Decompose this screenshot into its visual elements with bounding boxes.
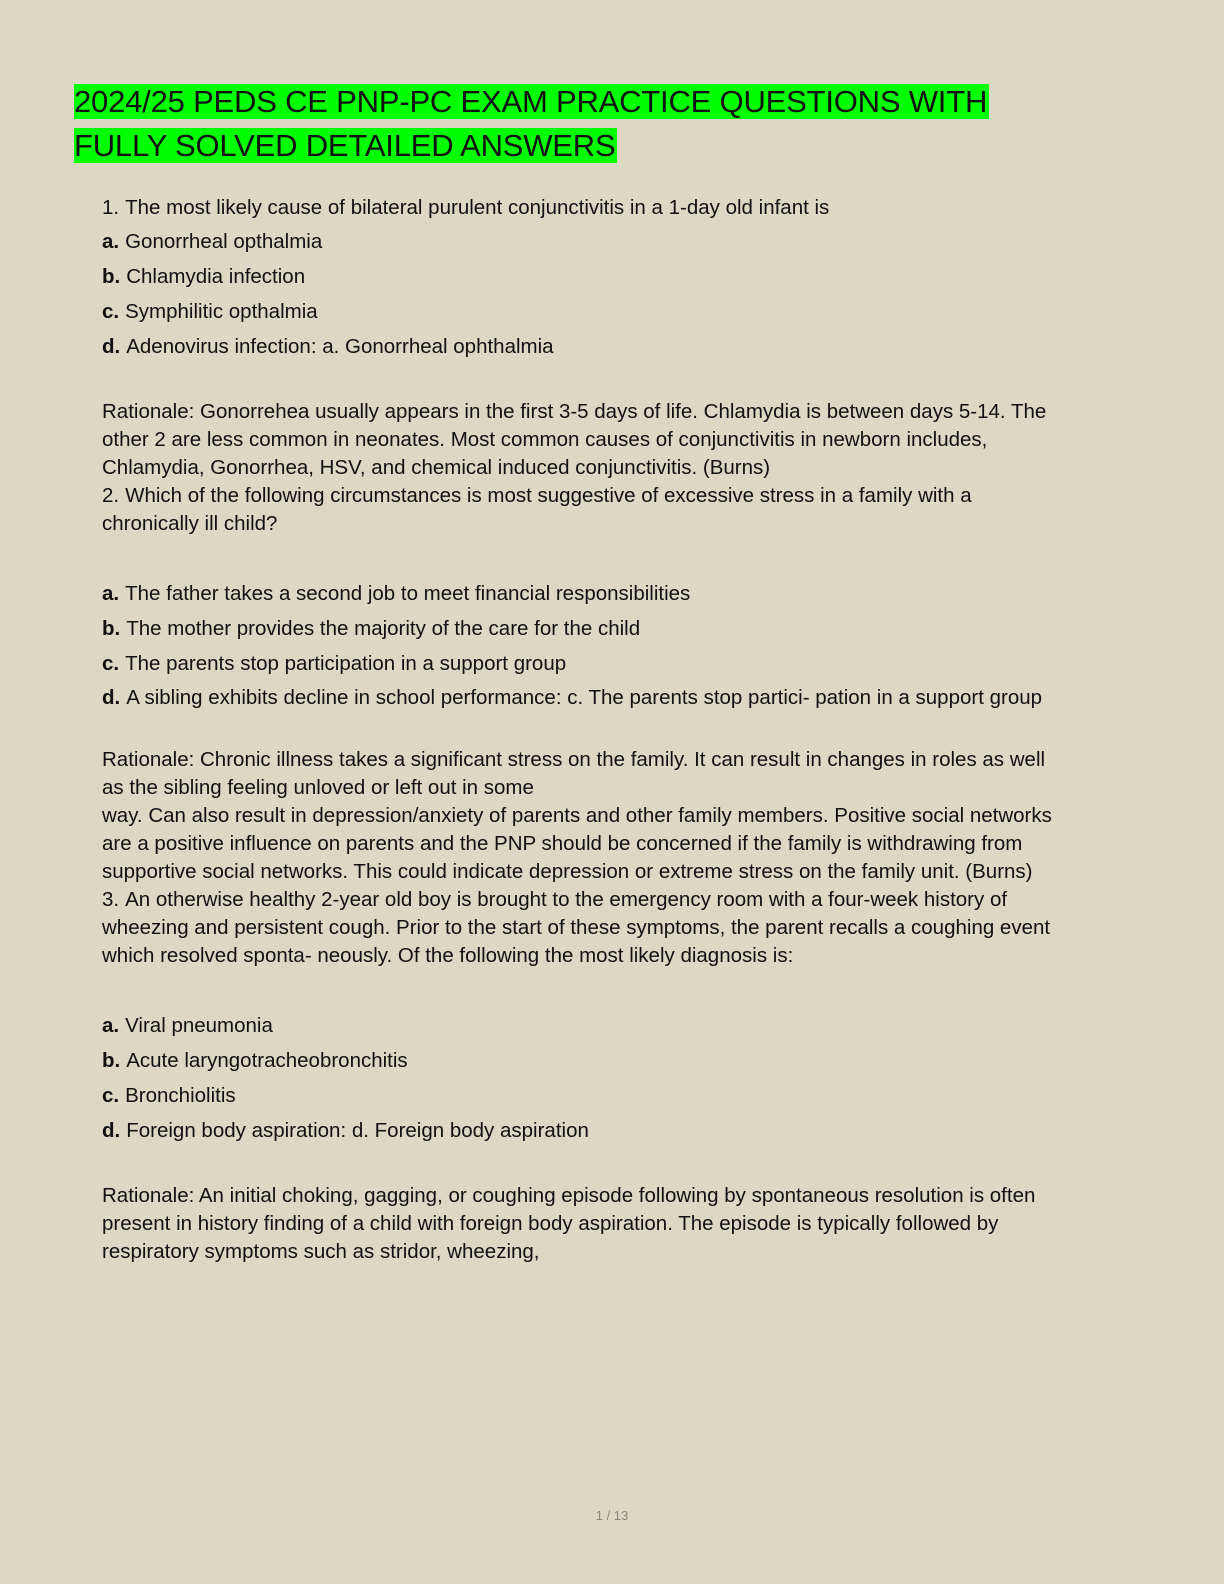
rationale-3: Rationale: An initial choking, gagging, or coughing episode following by spontaneous resolution is often present in history finding of a child with foreign body aspiration. The episode is typically followed by respiratory symptoms such as stridor, wheezing, [102, 1184, 1036, 1263]
question-number: 1. [102, 196, 120, 219]
option-a [102, 576, 1062, 611]
option-b [102, 259, 1062, 294]
option-letter: a. [102, 582, 120, 605]
option-text: The parents stop participation in a support group [125, 652, 567, 675]
question-number: 2. [102, 484, 120, 507]
option-text: Symphilitic opthalmia [125, 300, 318, 323]
option-text: Acute laryngotracheobronchitis [126, 1049, 408, 1072]
rationale-2-line-1: Rationale: Chronic illness takes a significant stress on the family. It can result in changes in roles as well as the sibling feeling unloved or left out in some [102, 748, 1046, 799]
question-text: Which of the following circumstances is most suggestive of excessive stress in a family with a chronically ill child? [102, 484, 972, 535]
option-letter: d. [102, 686, 121, 709]
option-c [102, 1078, 1062, 1113]
title-highlight: 2024/25 PEDS CE PNP-PC EXAM PRACTICE QUESTIONS WITH FULLY SOLVED DETAILED ANSWERS [74, 84, 988, 163]
question-2 [102, 482, 1062, 538]
option-letter: b. [102, 1049, 121, 1072]
option-a [102, 1008, 1062, 1043]
option-letter: b. [102, 617, 121, 640]
rationale-1: Rationale: Gonorrehea usually appears in the first 3-5 days of life. Chlamydia is between days 5-14. The other 2 are less common in neonates. Most common causes of conjunctivitis in newborn includes, Chlamydia, Gonorrhea, HSV, and chemical induced conjunctivitis. (Burns) [102, 400, 1047, 479]
option-b [102, 1043, 1062, 1078]
question-text: An otherwise healthy 2-year old boy is brought to the emergency room with a four-week history of wheezing and persistent cough. Prior to the start of these symptoms, the parent recalls a coughing event which resolved sponta- neously. Of the following the most likely diagnosis is: [102, 888, 1051, 967]
question-number: 3. [102, 888, 120, 911]
option-letter: a. [102, 1014, 120, 1037]
option-text: Foreign body aspiration: d. Foreign body aspiration [126, 1119, 589, 1142]
option-c [102, 294, 1062, 329]
option-d [102, 329, 1062, 364]
option-d [102, 681, 1062, 712]
option-d [102, 1113, 1062, 1148]
option-letter: c. [102, 1084, 120, 1107]
document-body [102, 194, 1062, 1266]
option-letter: c. [102, 300, 120, 323]
option-text: The father takes a second job to meet financial responsibilities [125, 582, 691, 605]
option-text: Chlamydia infection [126, 265, 306, 288]
option-letter: d. [102, 335, 121, 358]
option-letter: a. [102, 230, 120, 253]
option-text: Adenovirus infection: a. Gonorrheal ophthalmia [126, 335, 554, 358]
option-text: The mother provides the majority of the care for the child [126, 617, 641, 640]
page-indicator: 1 / 13 [595, 1508, 629, 1523]
option-text: Gonorrheal opthalmia [125, 230, 323, 253]
option-a [102, 224, 1062, 259]
option-text: Bronchiolitis [125, 1084, 236, 1107]
option-letter: c. [102, 652, 120, 675]
option-b [102, 611, 1062, 646]
document-title [74, 80, 1034, 168]
question-3 [102, 886, 1062, 970]
option-letter: b. [102, 265, 121, 288]
option-letter: d. [102, 1119, 121, 1142]
question-text: The most likely cause of bilateral purulent conjunctivitis in a 1-day old infant is [125, 196, 830, 219]
question-1 [102, 194, 1062, 222]
option-text: Viral pneumonia [125, 1014, 273, 1037]
option-c [102, 646, 1062, 681]
option-text: A sibling exhibits decline in school performance: c. The parents stop partici- pation in a support group [126, 686, 1043, 709]
rationale-2-line-2: way. Can also result in depression/anxiety of parents and other family members. Positive social networks are a positive influence on parents and the PNP should be concerned if the family is withdrawing from supportive social networks. This could indicate depression or extreme stress on the family unit. (Burns) [102, 804, 1052, 883]
